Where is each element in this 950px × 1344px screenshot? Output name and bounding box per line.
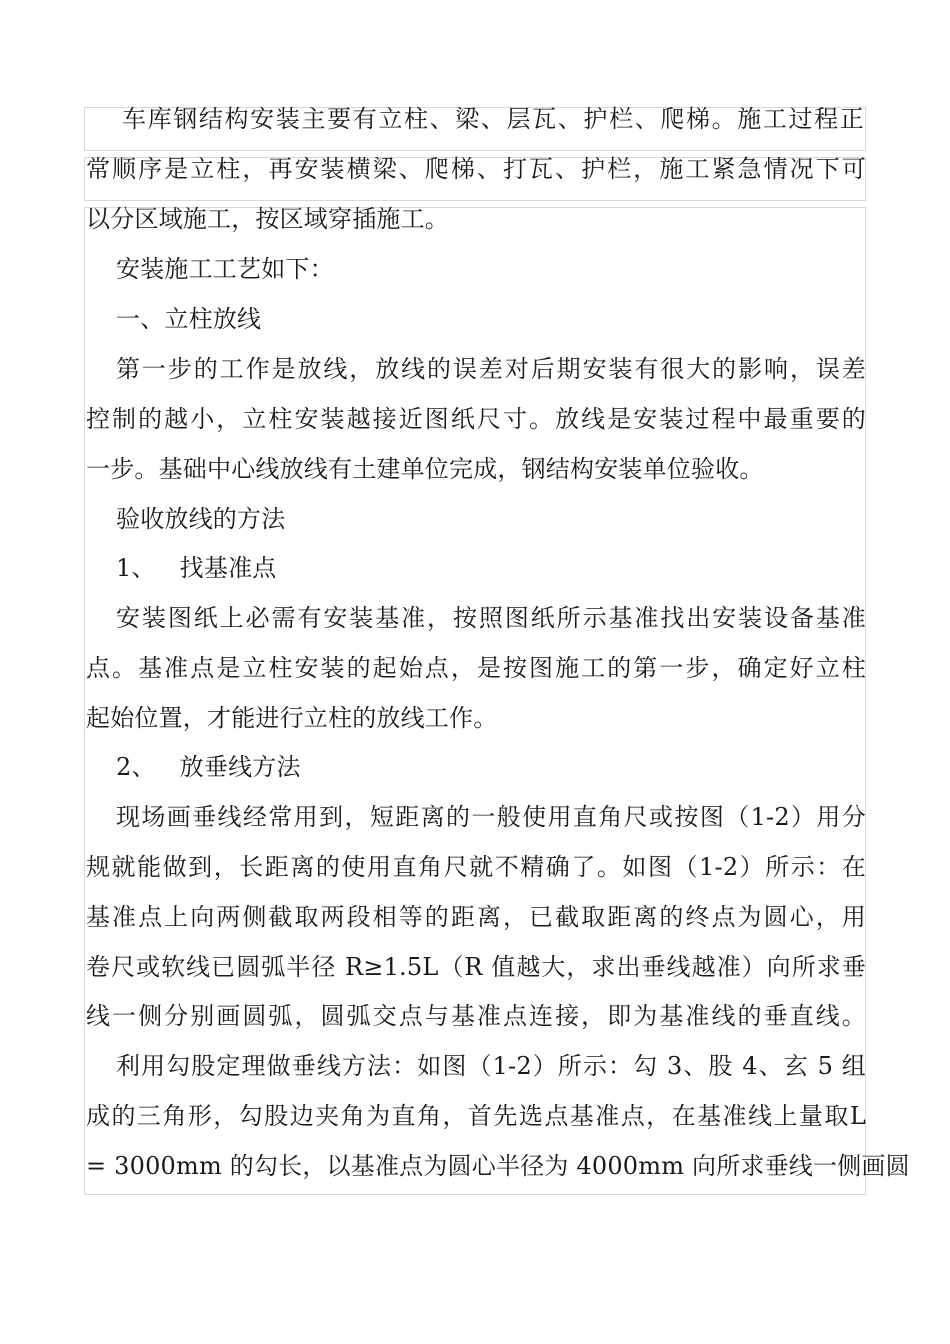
para-6-line-2: 规就能做到，长距离的使用直角尺就不精确了。如图（1-2）所示：在 [86, 853, 866, 881]
para-2: 安装施工工艺如下： [116, 255, 334, 283]
list-item-2-text: 放垂线方法 [179, 753, 301, 781]
list-item-2 [116, 752, 866, 782]
para-7-line-2: 成的三角形，勾股边夹角为直角，首先选点基准点，在基准线上量取L [86, 1102, 866, 1130]
para-4: 验收放线的方法 [116, 505, 286, 533]
para-3-line-2: 控制的越小，立柱安装越接近图纸尺寸。放线是安装过程中最重要的 [86, 405, 866, 433]
para-7-line-3: = 3000mm 的勾长，以基准点为圆心半径为 4000mm 向所求垂线一侧画圆 [86, 1152, 910, 1180]
para-1-line-3: 以分区域施工，按区域穿插施工。 [86, 205, 449, 233]
para-6-line-4: 卷尺或软线已圆弧半径 R≥1.5L（R 值越大，求出垂线越准）向所求垂 [86, 953, 866, 981]
para-1-line-1: 车库钢结构安装主要有立柱、梁、层瓦、护栏、爬梯。施工过程正 [122, 105, 864, 133]
para-5-line-1: 安装图纸上必需有安装基准，按照图纸所示基准找出安装设备基准 [116, 604, 866, 632]
section-heading-1: 一、立柱放线 [116, 305, 262, 333]
list-item-1 [116, 553, 866, 583]
para-7-line-1: 利用勾股定理做垂线方法：如图（1-2）所示：勾 3、股 4、玄 5 组 [116, 1052, 866, 1080]
para-6-line-5: 线一侧分别画圆弧，圆弧交点与基准点连接，即为基准线的垂直线。 [86, 1002, 866, 1030]
para-3-line-1: 第一步的工作是放线，放线的误差对后期安装有很大的影响，误差 [116, 355, 866, 383]
para-6-line-3: 基准点上向两侧截取两段相等的距离，已截取距离的终点为圆心，用 [86, 903, 866, 931]
list-item-1-number: 1、 [116, 554, 156, 582]
para-6-line-1: 现场画垂线经常用到，短距离的一般使用直角尺或按图（1-2）用分 [116, 803, 866, 831]
para-5-line-2: 点。基准点是立柱安装的起始点，是按图施工的第一步，确定好立柱 [86, 654, 866, 682]
para-5-line-3: 起始位置，才能进行立柱的放线工作。 [86, 704, 498, 732]
para-3-line-3: 一步。基础中心线放线有土建单位完成，钢结构安装单位验收。 [86, 455, 764, 483]
list-item-2-number: 2、 [116, 753, 156, 781]
para-1-line-2: 常顺序是立柱，再安装横梁、爬梯、打瓦、护栏，施工紧急情况下可 [86, 155, 866, 183]
list-item-1-text: 找基准点 [179, 554, 277, 582]
